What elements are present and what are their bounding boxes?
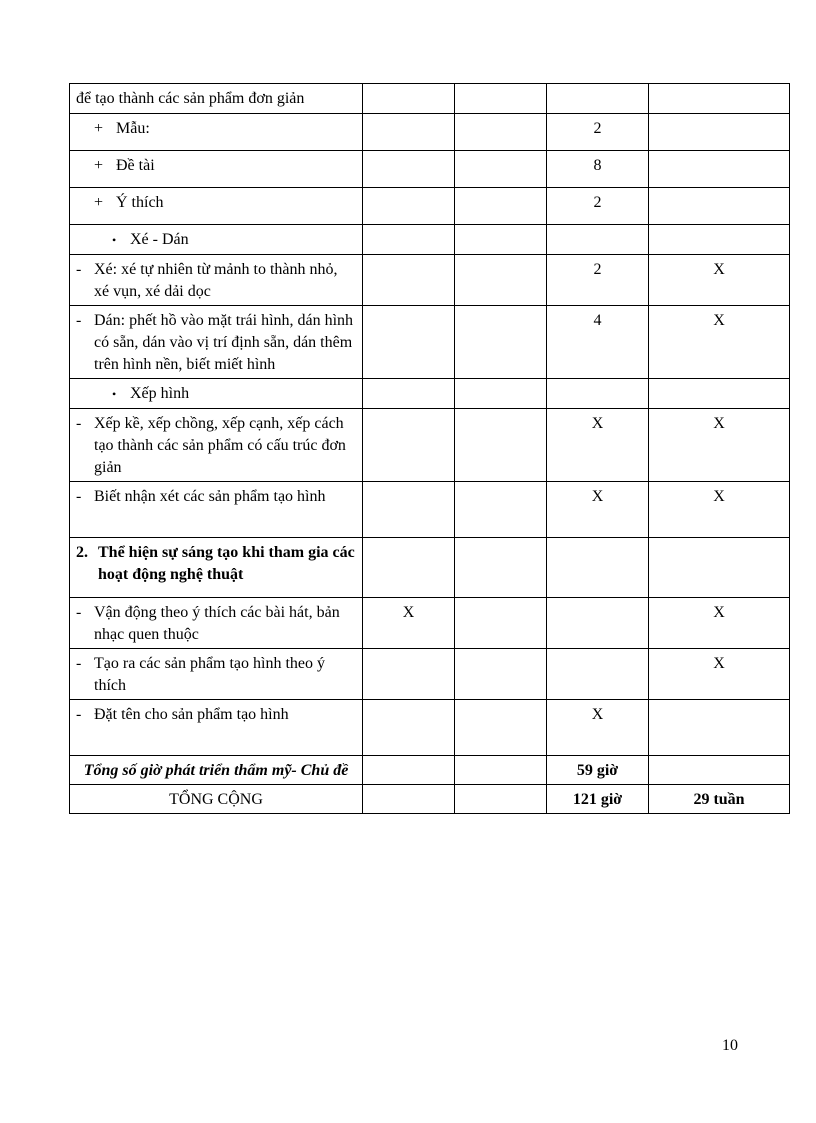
table-cell-c5 (649, 188, 790, 225)
table-cell-c5 (649, 84, 790, 114)
row-item (76, 542, 356, 586)
table-cell-c2 (363, 379, 455, 409)
table-cell-c5: X (649, 255, 790, 306)
row-marker: 2. (76, 544, 88, 561)
table-cell-c5: X (649, 306, 790, 379)
table-cell-c5 (649, 114, 790, 151)
row-text: Mẫu: (116, 120, 150, 137)
table-cell-c4: 2 (547, 114, 649, 151)
table-cell-c2 (363, 114, 455, 151)
content-cell (70, 482, 363, 538)
row-item (76, 486, 356, 508)
grand-total-weeks: 29 tuần (649, 785, 790, 814)
row-marker: - (76, 415, 82, 432)
table-row (70, 84, 790, 114)
row-marker: - (76, 604, 82, 621)
table-row (70, 598, 790, 649)
content-cell (70, 379, 363, 409)
row-text: Tạo ra các sản phẩm tạo hình theo ý thích (94, 655, 326, 694)
content-cell (70, 409, 363, 482)
table-cell-c5: X (649, 649, 790, 700)
table-row (70, 255, 790, 306)
content-cell (70, 84, 363, 114)
table-row (70, 151, 790, 188)
table-cell-c2 (363, 649, 455, 700)
row-text: để tạo thành các sản phẩm đơn giản (76, 90, 305, 107)
table-cell-c4: 8 (547, 151, 649, 188)
table-row (70, 188, 790, 225)
table-cell-c5 (649, 700, 790, 756)
table-cell-c5: X (649, 409, 790, 482)
table-cell (363, 785, 455, 814)
table-cell-c3 (455, 379, 547, 409)
row-text: Đặt tên cho sản phẩm tạo hình (94, 706, 289, 723)
row-text: Ý thích (116, 194, 164, 211)
row-marker: - (76, 312, 82, 329)
row-marker: + (94, 120, 104, 137)
table-cell-c2 (363, 225, 455, 255)
row-text: Xếp hình (130, 385, 190, 402)
row-item (76, 383, 356, 405)
row-item (76, 704, 356, 726)
row-marker: - (76, 261, 82, 278)
subtotal-row (70, 756, 790, 785)
row-item (76, 602, 356, 646)
row-item (76, 310, 356, 376)
row-item (76, 413, 356, 479)
table-cell (363, 756, 455, 785)
row-marker: - (76, 706, 82, 723)
table-cell-c3 (455, 649, 547, 700)
row-marker: • (112, 233, 117, 247)
grand-total-label: TỔNG CỘNG (70, 785, 363, 814)
row-marker: - (76, 488, 82, 505)
table-cell-c2 (363, 188, 455, 225)
table-cell-c5 (649, 151, 790, 188)
row-text: Thể hiện sự sáng tạo khi tham gia các hoạt động nghệ thuật (98, 544, 355, 583)
table-cell-c2 (363, 151, 455, 188)
table-cell-c2 (363, 255, 455, 306)
table-cell-c3 (455, 255, 547, 306)
row-marker: - (76, 655, 82, 672)
table-row (70, 306, 790, 379)
table-cell-c5: X (649, 482, 790, 538)
table-cell-c4: X (547, 482, 649, 538)
table-cell (649, 756, 790, 785)
table-row (70, 700, 790, 756)
row-text: Xếp kề, xếp chồng, xếp cạnh, xếp cách tạo thành các sản phẩm có cấu trúc đơn giản (94, 415, 346, 476)
table-cell-c2 (363, 538, 455, 598)
table-cell-c4: 4 (547, 306, 649, 379)
page-number: 10 (722, 1037, 738, 1054)
table-row (70, 538, 790, 598)
row-item (76, 192, 356, 214)
row-item (76, 229, 356, 251)
grand-total-row (70, 785, 790, 814)
row-item (76, 118, 356, 140)
table-cell-c2: X (363, 598, 455, 649)
content-cell (70, 306, 363, 379)
table-cell-c3 (455, 538, 547, 598)
table-cell-c2 (363, 409, 455, 482)
table-body (70, 84, 790, 814)
table-cell-c4 (547, 84, 649, 114)
table-cell-c4 (547, 649, 649, 700)
row-marker: + (94, 157, 104, 174)
table-row (70, 482, 790, 538)
content-cell (70, 649, 363, 700)
content-cell (70, 114, 363, 151)
subtotal-label: Tổng số giờ phát triển thẩm mỹ- Chủ đề (70, 756, 363, 785)
table-cell-c3 (455, 306, 547, 379)
table-cell-c3 (455, 598, 547, 649)
table-cell-c4: X (547, 409, 649, 482)
table-row (70, 409, 790, 482)
table-cell-c4: 2 (547, 188, 649, 225)
table-cell (455, 785, 547, 814)
table-cell-c3 (455, 409, 547, 482)
row-text: Xé: xé tự nhiên từ mảnh to thành nhỏ, xé vụn, xé dải dọc (94, 261, 338, 300)
table-cell (455, 756, 547, 785)
content-cell (70, 598, 363, 649)
table-cell-c3 (455, 151, 547, 188)
table-cell-c2 (363, 482, 455, 538)
row-text: Xé - Dán (130, 231, 189, 248)
table-cell-c3 (455, 482, 547, 538)
table-cell-c3 (455, 225, 547, 255)
content-cell (70, 538, 363, 598)
table-cell-c4: 2 (547, 255, 649, 306)
row-text: Biết nhận xét các sản phẩm tạo hình (94, 488, 326, 505)
table-row (70, 379, 790, 409)
table-cell-c4 (547, 379, 649, 409)
table-cell-c3 (455, 700, 547, 756)
table-cell-c4 (547, 598, 649, 649)
row-text: Đề tài (116, 157, 155, 174)
table-cell-c2 (363, 84, 455, 114)
grand-total-hours: 121 giờ (547, 785, 649, 814)
row-marker: • (112, 387, 117, 401)
table-row (70, 225, 790, 255)
table-cell-c4 (547, 225, 649, 255)
table-cell-c3 (455, 114, 547, 151)
content-cell (70, 255, 363, 306)
table-cell-c4 (547, 538, 649, 598)
row-item (76, 259, 356, 303)
table-cell-c5: X (649, 598, 790, 649)
table-row (70, 649, 790, 700)
table-cell-c5 (649, 379, 790, 409)
content-cell (70, 225, 363, 255)
content-cell (70, 188, 363, 225)
table-cell-c5 (649, 225, 790, 255)
table-cell-c4: X (547, 700, 649, 756)
row-text: Vận động theo ý thích các bài hát, bản nhạc quen thuộc (94, 604, 340, 643)
table-cell-c3 (455, 188, 547, 225)
curriculum-table (69, 83, 790, 814)
subtotal-hours: 59 giờ (547, 756, 649, 785)
table-cell-c2 (363, 700, 455, 756)
content-cell (70, 700, 363, 756)
row-text: Dán: phết hồ vào mặt trái hình, dán hình có sẵn, dán vào vị trí định sẵn, dán thêm trên hình nền, biết miết hình (94, 312, 354, 373)
table-cell-c5 (649, 538, 790, 598)
table-cell-c2 (363, 306, 455, 379)
row-item (76, 653, 356, 697)
table-row (70, 114, 790, 151)
content-cell (70, 151, 363, 188)
table-cell-c3 (455, 84, 547, 114)
row-marker: + (94, 194, 104, 211)
row-item (76, 155, 356, 177)
